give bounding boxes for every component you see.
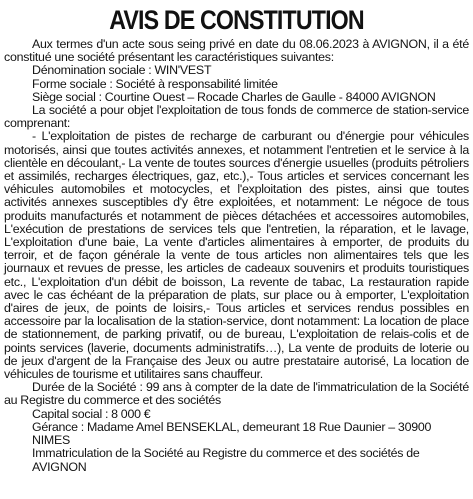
legal-notice: [4, 2, 469, 474]
capital-line: Capital social : 8 000 €: [32, 406, 151, 421]
siege-line: Siège social : Courtine Ouest – Rocade Charles de Gaulle - 84000 AVIGNON: [32, 89, 436, 104]
forme-line: Forme sociale : Société à responsabilité limitée: [32, 76, 278, 91]
objet-intro: La société a pour objet l'exploitation de tous fonds de commerce de station-service comprenant:: [4, 103, 469, 131]
objet-details: - L'exploitation de pistes de recharge de carburant ou d'énergie pour véhicules motorisés, ainsi que toutes activités annexes, et notamment l'entretien et le service à la clientèle en découlant,- La vente de toutes sources d'énergie usuelles (produits pétroliers et assimilés, recharges électriques, gaz, etc.),- Tous articles et services concernant les véhicules automobiles et motocycles, et l'exploitation des pistes, ainsi que toutes activités annexes susceptibles d'y être exploitées, et notamment: Le négoce de tous produits manufacturés et notamment de pièces détachées et accessoires automobiles, L'exécution de prestations de services tels que l'entretien, la réparation, et le lavage, L'exploitation d'une baie, La vente d'articles alimentaires à emporter, de produits du terroir, et de façon générale la vente de tous articles non alimentaires tels que les journaux et revues de presse, les articles de cadeaux souvenirs et produits touristiques etc., L'exploitation d'un débit de boisson, La revente de tabac, La restauration rapide avec le cas échéant de la préparation de plats, sur place ou à emporter, L'exploitation d'aires de jeux, de points de loisirs,- Tous articles et services rendus possibles en accessoire par la localisation de la station-service, dont notamment: La location de place de stationnement, de parking privatif, ou de bureau, L'exploitation de relais-colis et de points services (laverie, documents administratifs…), La vente de produits de loterie ou de jeux d'argent de la Française des Jeux ou autre prestataire autorisé, La location de véhicules de tourisme et utilitaires sans chauffeur.: [4, 129, 469, 382]
immatriculation-line: Immatriculation de la Société au Registre du commerce et des sociétés de AVIGNON: [32, 446, 420, 474]
gerance-line: Gérance : Madame Amel BENSEKLAL, demeurant 18 Rue Daunier – 30900 NIMES: [32, 419, 432, 448]
denomination-line: Dénomination sociale : WIN'VEST: [32, 63, 212, 78]
notice-title: AVIS DE CONSTITUTION: [109, 5, 364, 35]
duree-line: Durée de la Société : 99 ans à compter de la date de l'immatriculation de la Société au Registre du commerce et des sociétés: [4, 380, 469, 408]
notice-body: [4, 38, 469, 474]
notice-intro: Aux termes d'un acte sous seing privé en date du 08.06.2023 à AVIGNON, il a été constitué une société présentant les caractéristiques suivantes:: [4, 37, 469, 65]
